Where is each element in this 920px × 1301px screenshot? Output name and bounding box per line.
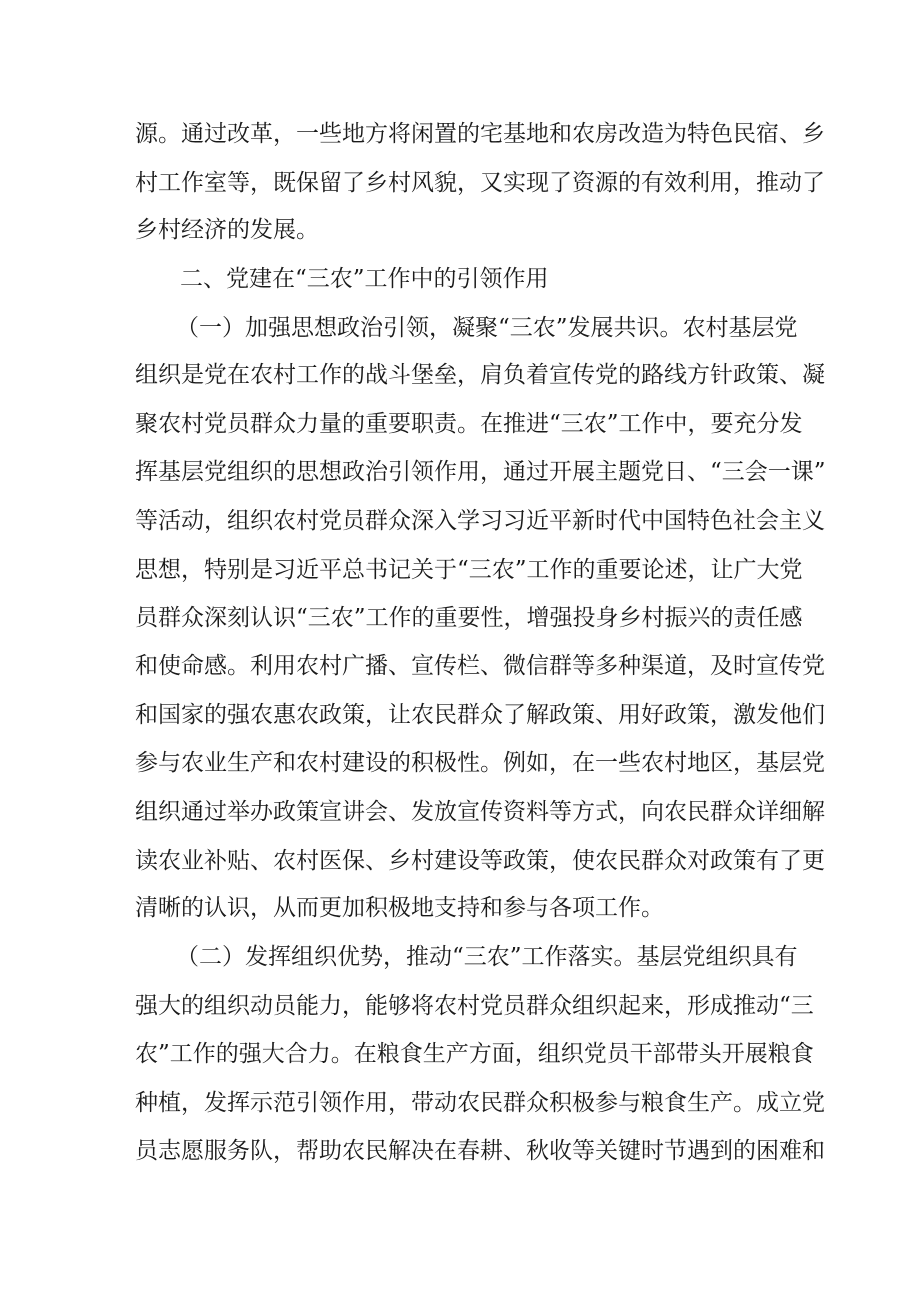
paragraph-line: 种植，发挥示范引领作用，带动农民群众积极参与粮食生产。成立党 <box>135 1090 825 1116</box>
paragraph-line: 村工作室等，既保留了乡村风貌，又实现了资源的有效利用，推动了 <box>135 170 825 196</box>
paragraph-line: 源。通过改革，一些地方将闲置的宅基地和农房改造为特色民宿、乡 <box>135 121 825 147</box>
paragraph-line: （二）发挥组织优势，推动“三农”工作落实。基层党组织具有 <box>176 944 798 970</box>
paragraph-line: 组织通过举办政策宣讲会、发放宣传资料等方式，向农民群众详细解 <box>135 799 825 825</box>
paragraph-line: 组织是党在农村工作的战斗堡垒，肩负着宣传党的路线方针政策、凝 <box>135 362 825 388</box>
paragraph-line: （一）加强思想政治引领，凝聚“三农”发展共识。农村基层党 <box>176 315 798 341</box>
paragraph-line: 农”工作的强大合力。在粮食生产方面，组织党员干部带头开展粮食 <box>135 1041 814 1067</box>
paragraph-line: 员志愿服务队，帮助农民解决在春耕、秋收等关键时节遇到的困难和 <box>135 1138 825 1164</box>
paragraph-line: 清晰的认识，从而更加积极地支持和参与各项工作。 <box>135 895 664 921</box>
paragraph-line: 读农业补贴、农村医保、乡村建设等政策，使农民群众对政策有了更 <box>135 848 825 874</box>
paragraph-line: 乡村经济的发展。 <box>135 217 319 243</box>
paragraph-line: 等活动，组织农村党员群众深入学习习近平新时代中国特色社会主义 <box>135 508 825 534</box>
section-heading: 二、党建在“三农”工作中的引领作用 <box>180 266 549 292</box>
paragraph-line: 参与农业生产和农村建设的积极性。例如，在一些农村地区，基层党 <box>135 750 825 776</box>
paragraph-line: 和使命感。利用农村广播、宣传栏、微信群等多种渠道，及时宣传党 <box>135 653 825 679</box>
paragraph-line: 挥基层党组织的思想政治引领作用，通过开展主题党日、“三会一课” <box>135 459 826 485</box>
paragraph-line: 员群众深刻认识“三农”工作的重要性，增强投身乡村振兴的责任感 <box>135 605 803 631</box>
paragraph-line: 思想，特别是习近平总书记关于“三农”工作的重要论述，让广大党 <box>135 557 803 583</box>
paragraph-line: 和国家的强农惠农政策，让农民群众了解政策、用好政策，激发他们 <box>135 702 825 728</box>
paragraph-line: 强大的组织动员能力，能够将农村党员群众组织起来，形成推动“三 <box>135 993 814 1019</box>
paragraph-line: 聚农村党员群众力量的重要职责。在推进“三农”工作中，要充分发 <box>135 411 803 437</box>
